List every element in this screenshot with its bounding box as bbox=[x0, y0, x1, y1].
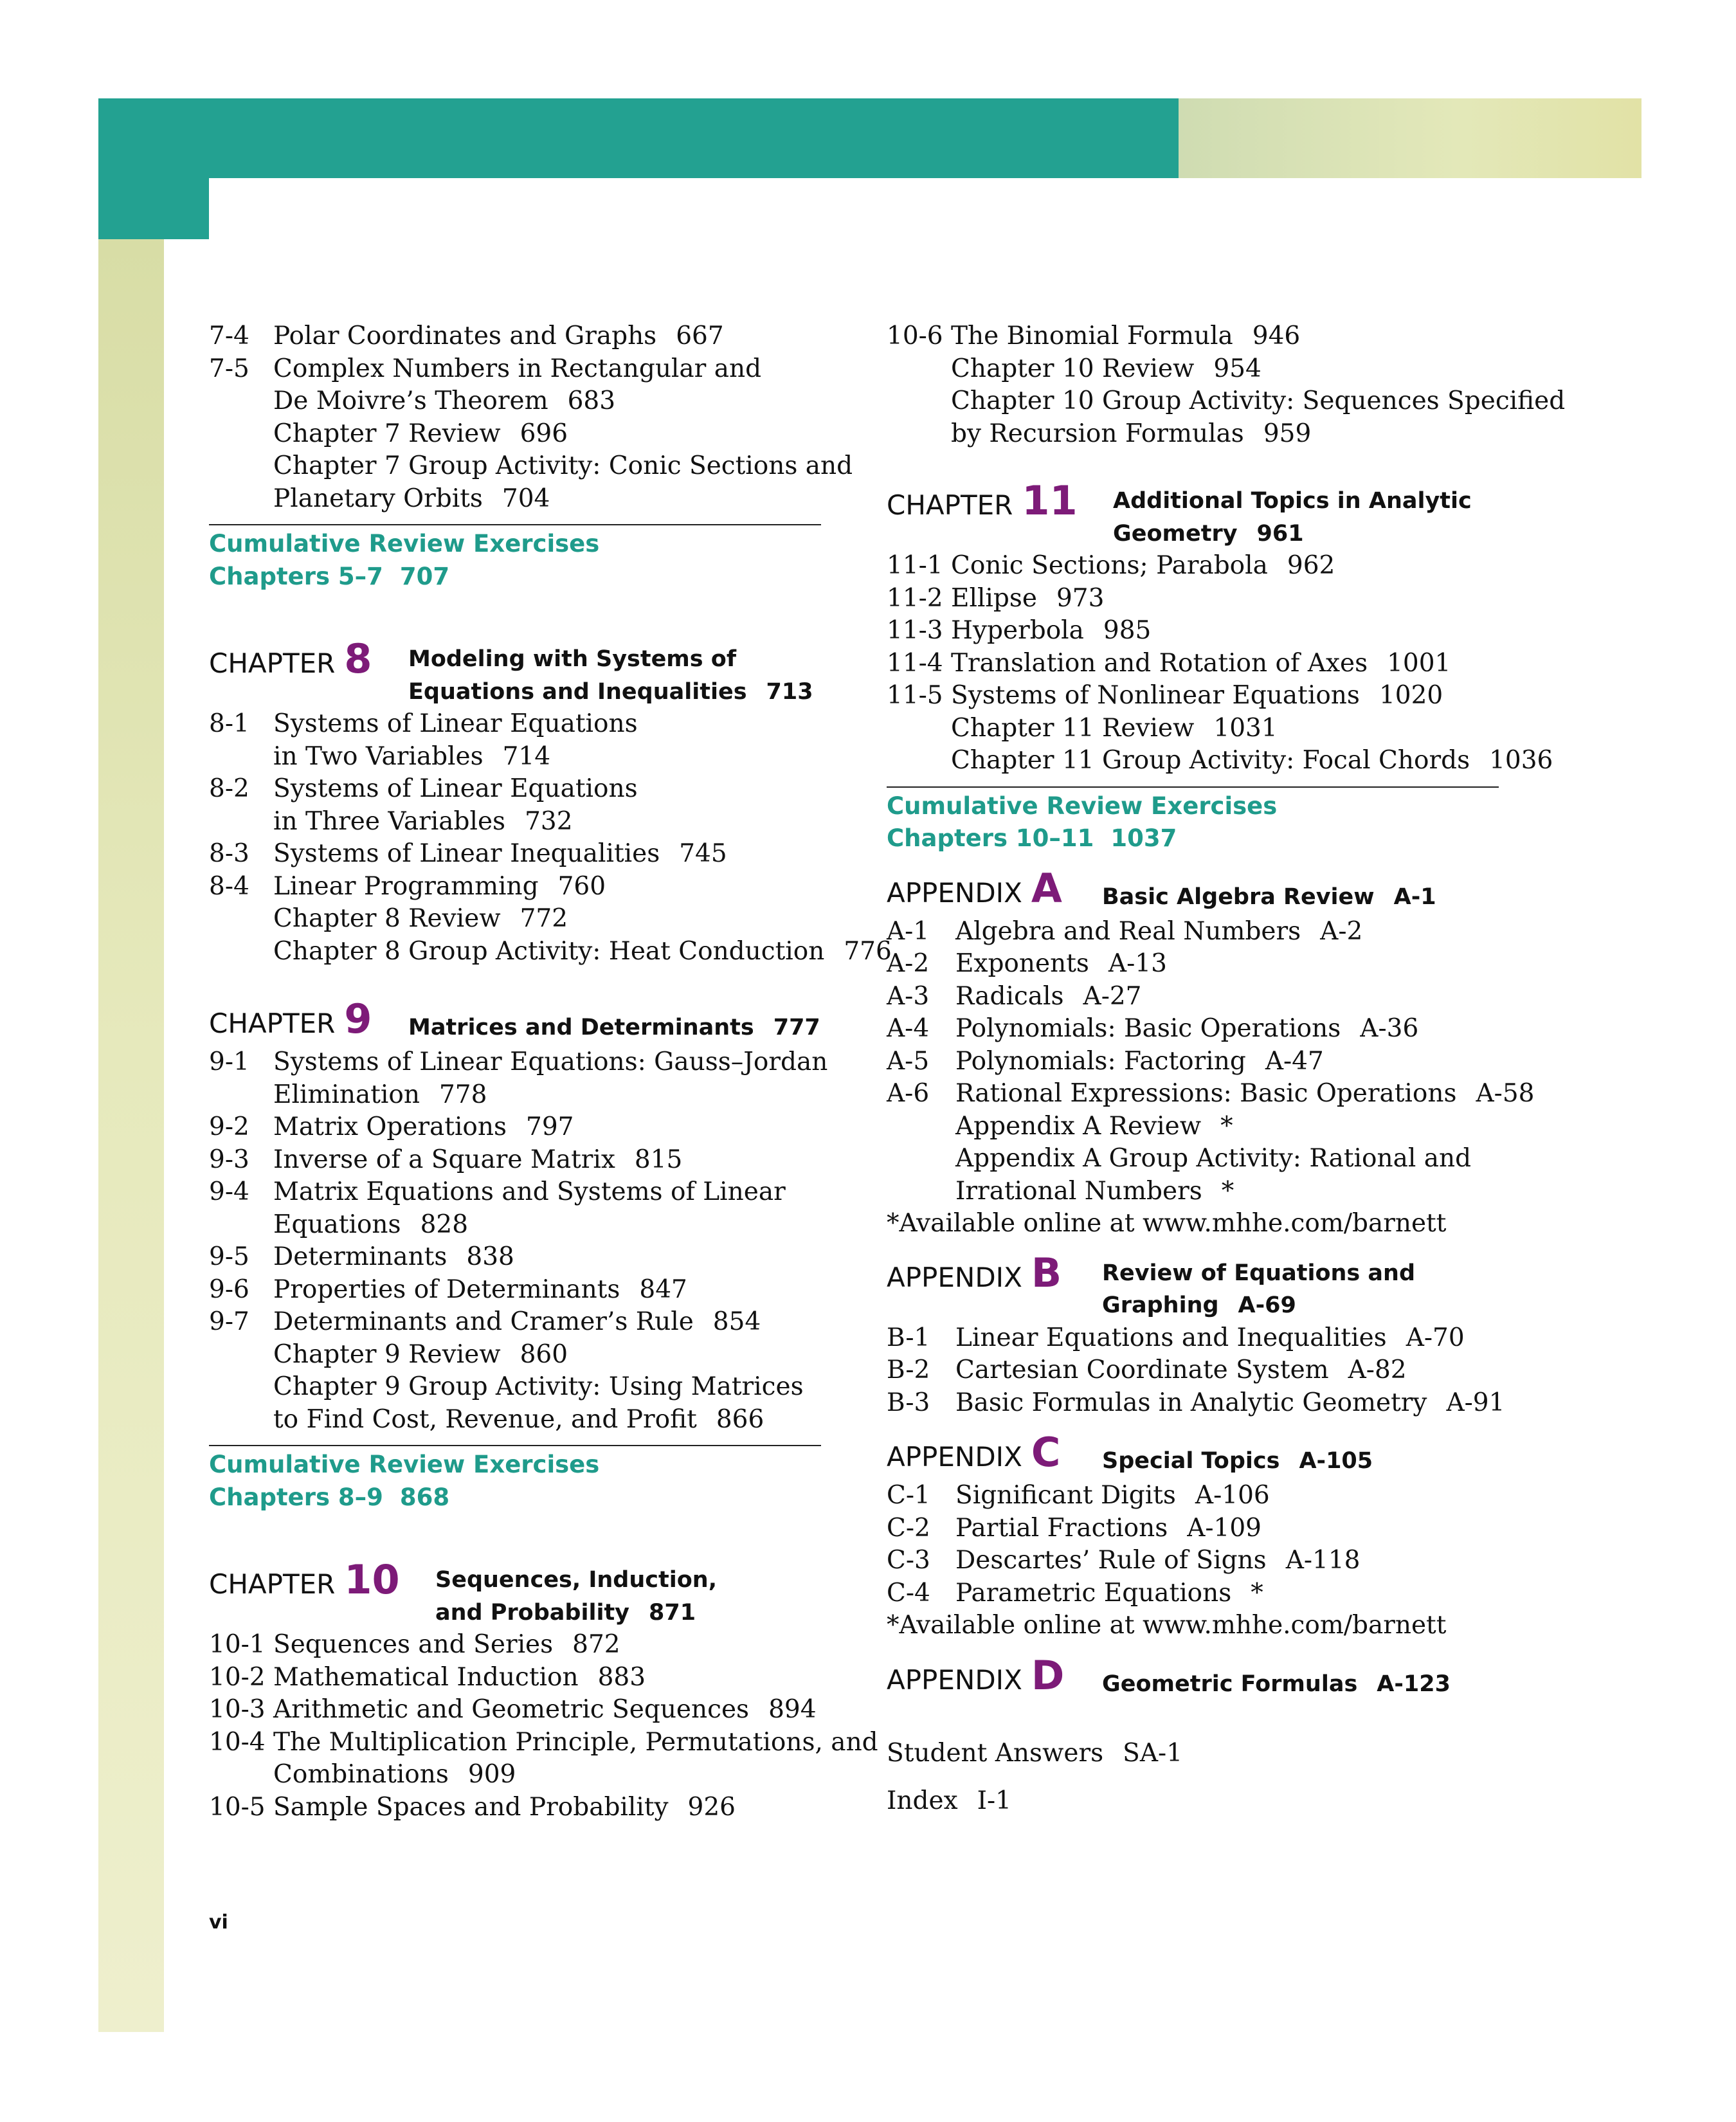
toc-entry bbox=[209, 838, 852, 871]
toc-entry bbox=[209, 353, 852, 386]
section-title: Combinations 909 bbox=[273, 1760, 516, 1789]
side-strip bbox=[98, 239, 164, 2032]
toc-entry bbox=[209, 1371, 852, 1404]
toc-entry bbox=[209, 708, 852, 741]
toc-entry bbox=[887, 1013, 1542, 1046]
section-page: 828 bbox=[420, 1210, 469, 1239]
appendix-page: A-123 bbox=[1377, 1671, 1451, 1697]
toc-entry bbox=[887, 418, 1542, 451]
section-page: 1031 bbox=[1213, 713, 1278, 743]
section-title: in Two Variables 714 bbox=[273, 741, 551, 771]
header-band-teal bbox=[98, 98, 1179, 178]
section-number: 9-6 bbox=[209, 1274, 249, 1304]
appendixA-heading bbox=[887, 864, 1542, 916]
section-rule bbox=[209, 524, 821, 525]
toc-entry bbox=[887, 1354, 1542, 1387]
section-title: Radicals A-27 bbox=[955, 981, 1142, 1011]
toc-entry bbox=[209, 1759, 852, 1791]
toc-entry bbox=[887, 948, 1542, 981]
section-title: to Find Cost, Revenue, and Profit 866 bbox=[273, 1404, 764, 1434]
section-title: Chapter 10 Group Activity: Sequences Specified bbox=[951, 386, 1566, 415]
section-page: 894 bbox=[768, 1695, 817, 1724]
entry-page: SA-1 bbox=[1123, 1738, 1183, 1768]
section-number: A-3 bbox=[887, 981, 930, 1011]
section-title: Elimination 778 bbox=[273, 1080, 487, 1109]
section-page: 797 bbox=[526, 1112, 574, 1141]
section-title: Significant Digits A-106 bbox=[955, 1481, 1270, 1510]
section-page: 838 bbox=[466, 1242, 514, 1271]
section-number: 10-1 bbox=[209, 1630, 266, 1659]
toc-entry bbox=[887, 1545, 1542, 1577]
section-number: C-3 bbox=[887, 1546, 930, 1575]
section-title: Planetary Orbits 704 bbox=[273, 484, 550, 513]
section-title: Appendix A Review * bbox=[955, 1111, 1233, 1141]
section-title: Determinants 838 bbox=[273, 1242, 514, 1271]
section-title: Algebra and Real Numbers A-2 bbox=[955, 916, 1363, 946]
section-title: Systems of Linear Equations bbox=[273, 774, 638, 803]
section-title: Matrix Operations 797 bbox=[273, 1112, 574, 1141]
chapter-page: 713 bbox=[766, 678, 813, 705]
section-number: 11-2 bbox=[887, 583, 943, 613]
section-number: C-4 bbox=[887, 1578, 930, 1608]
toc-entry bbox=[209, 1176, 852, 1209]
section-page: 776 bbox=[844, 936, 892, 966]
section-title: Systems of Nonlinear Equations 1020 bbox=[951, 681, 1443, 710]
appendixC-heading bbox=[887, 1429, 1542, 1480]
toc-entry bbox=[209, 806, 852, 839]
chapter9-list bbox=[209, 1046, 852, 1436]
section-number: 11-3 bbox=[887, 616, 943, 645]
section-title: Conic Sections; Parabola 962 bbox=[951, 551, 1335, 580]
section-title: Exponents A-13 bbox=[955, 949, 1167, 978]
section-page: A-47 bbox=[1265, 1046, 1324, 1076]
toc-entry bbox=[209, 1629, 852, 1662]
section-page: 1036 bbox=[1489, 746, 1553, 775]
toc-entry bbox=[209, 741, 852, 774]
appendixB-heading bbox=[887, 1249, 1542, 1322]
appendix-page: A-69 bbox=[1238, 1292, 1296, 1318]
toc-entry bbox=[887, 385, 1566, 418]
section-page: A-109 bbox=[1187, 1513, 1261, 1543]
section-number: B-1 bbox=[887, 1323, 930, 1352]
appendix-keyword: APPENDIX B bbox=[887, 1249, 1062, 1296]
toc-entry bbox=[209, 1694, 852, 1727]
section-page: 667 bbox=[676, 322, 724, 350]
section-title: Systems of Linear Equations: Gauss–Jordan bbox=[273, 1047, 828, 1076]
section-title: Chapter 11 Review 1031 bbox=[951, 713, 1278, 743]
section-number: 10-4 bbox=[209, 1727, 266, 1757]
section-title: Arithmetic and Geometric Sequences 894 bbox=[273, 1695, 817, 1724]
section-number: 11-5 bbox=[887, 681, 943, 710]
appendix-title: Review of Equations and Graphing A-69 bbox=[1102, 1260, 1416, 1318]
section-title: Polynomials: Basic Operations A-36 bbox=[955, 1014, 1419, 1043]
section-title: The Multiplication Principle, Permutations, and bbox=[273, 1727, 878, 1757]
section-number: 9-2 bbox=[209, 1112, 249, 1141]
section-number: 10-5 bbox=[209, 1792, 266, 1822]
section-title: Sequences and Series 872 bbox=[273, 1630, 620, 1659]
section-page: 946 bbox=[1252, 322, 1301, 350]
cumulative-chapters: Chapters 8–9 bbox=[209, 1483, 383, 1511]
header-band-gradient bbox=[1179, 98, 1641, 178]
chapter-page: 961 bbox=[1256, 520, 1304, 547]
appendix-keyword: APPENDIX D bbox=[887, 1651, 1065, 1699]
cumulative-page: 1037 bbox=[1110, 824, 1177, 852]
section-page: 696 bbox=[520, 419, 568, 448]
appendix-letter: C bbox=[1031, 1429, 1061, 1476]
section-number: 8-1 bbox=[209, 709, 249, 738]
toc-entry bbox=[887, 550, 1542, 583]
section-number: 8-4 bbox=[209, 871, 249, 901]
cumulative-review-heading bbox=[209, 528, 852, 561]
cumulative-review-label: Cumulative Review Exercises bbox=[887, 792, 1278, 820]
toc-entry bbox=[209, 418, 852, 451]
cumulative-page: 707 bbox=[399, 562, 450, 590]
chapter-number: 8 bbox=[344, 635, 372, 682]
toc-entry bbox=[887, 680, 1542, 712]
online-note: *Available online at www.mhhe.com/barnett bbox=[887, 1209, 1447, 1238]
toc-entry bbox=[887, 320, 1542, 353]
toc-entry bbox=[209, 1791, 852, 1824]
section-title: Cartesian Coordinate System A-82 bbox=[955, 1356, 1407, 1384]
chapter-title: Modeling with Systems of Equations and Inequalities 713 bbox=[408, 646, 813, 705]
cumulative-chapters: Chapters 10–11 bbox=[887, 824, 1094, 852]
section-page: A-82 bbox=[1348, 1356, 1407, 1384]
chapter-number: 11 bbox=[1022, 477, 1078, 524]
chapter11-heading bbox=[887, 477, 1542, 550]
section-title: Complex Numbers in Rectangular and bbox=[273, 354, 762, 383]
section-title: Ellipse 973 bbox=[951, 583, 1105, 613]
toc-entry bbox=[887, 981, 1542, 1013]
toc-entry bbox=[209, 483, 852, 516]
cumulative-review-chapters bbox=[887, 822, 1542, 855]
section-title: Polynomials: Factoring A-47 bbox=[955, 1046, 1324, 1076]
chapter-number: 10 bbox=[344, 1556, 400, 1603]
section-title: Polar Coordinates and Graphs 667 bbox=[273, 322, 724, 350]
cumulative-review-chapters bbox=[209, 561, 852, 594]
toc-entry bbox=[887, 745, 1553, 777]
section-title: The Binomial Formula 946 bbox=[951, 322, 1301, 350]
toc-entry bbox=[887, 1480, 1542, 1512]
chapter-page: 777 bbox=[773, 1015, 820, 1040]
section-rule bbox=[209, 1445, 821, 1446]
chapter-page: 871 bbox=[649, 1599, 696, 1626]
section-number: B-2 bbox=[887, 1356, 930, 1384]
appendix-page: A-1 bbox=[1393, 884, 1436, 910]
section-title: in Three Variables 732 bbox=[273, 806, 573, 836]
section-page: 683 bbox=[567, 386, 616, 415]
appendixB-list bbox=[887, 1322, 1542, 1420]
section-page: 985 bbox=[1103, 616, 1152, 645]
section-number: A-6 bbox=[887, 1079, 930, 1108]
toc-entry bbox=[887, 1577, 1542, 1610]
section-page: 714 bbox=[502, 741, 551, 771]
section-number: A-1 bbox=[887, 916, 930, 946]
cumulative-review-label: Cumulative Review Exercises bbox=[209, 530, 600, 558]
section-number: 10-2 bbox=[209, 1662, 266, 1692]
toc-entry bbox=[209, 936, 892, 968]
section-rule bbox=[887, 786, 1499, 788]
section-number: 9-7 bbox=[209, 1307, 249, 1336]
toc-entry bbox=[887, 615, 1542, 648]
toc-entry bbox=[209, 385, 852, 418]
appendix-letter: B bbox=[1031, 1249, 1062, 1296]
section-page: 847 bbox=[639, 1274, 687, 1304]
section-number: 7-5 bbox=[209, 354, 249, 383]
section-page: A-13 bbox=[1108, 949, 1167, 978]
toc-entry bbox=[209, 320, 852, 353]
toc-entry bbox=[887, 1175, 1542, 1208]
section-page: A-58 bbox=[1476, 1079, 1535, 1108]
section-title: Chapter 7 Review 696 bbox=[273, 419, 568, 448]
section-page: A-70 bbox=[1406, 1323, 1465, 1352]
section-title: by Recursion Formulas 959 bbox=[951, 419, 1312, 448]
section-page: 854 bbox=[712, 1307, 761, 1336]
toc-entry bbox=[209, 871, 852, 903]
section-title: Chapter 9 Group Activity: Using Matrices bbox=[273, 1372, 804, 1401]
section-number: 8-3 bbox=[209, 839, 249, 868]
section-title: Appendix A Group Activity: Rational and bbox=[955, 1144, 1472, 1173]
section-number: A-5 bbox=[887, 1046, 930, 1076]
section-title: Chapter 7 Group Activity: Conic Sections and bbox=[273, 451, 853, 480]
toc-entry bbox=[887, 1143, 1542, 1175]
chapter-keyword: CHAPTER 9 bbox=[209, 995, 372, 1042]
index-entry: Index I-1 bbox=[887, 1786, 1011, 1815]
section-number: 9-5 bbox=[209, 1242, 249, 1271]
page-folio: vi bbox=[209, 1911, 228, 1934]
toc-entry bbox=[209, 1404, 852, 1437]
section-title: Determinants and Cramer’s Rule 854 bbox=[273, 1307, 761, 1336]
cumulative-chapters: Chapters 5–7 bbox=[209, 562, 383, 590]
section-number: 8-2 bbox=[209, 774, 249, 803]
toc-entry bbox=[209, 1079, 852, 1112]
section-page: * bbox=[1220, 1111, 1233, 1141]
chapter-title: Matrices and Determinants 777 bbox=[408, 1015, 820, 1040]
section-title: Matrix Equations and Systems of Linear bbox=[273, 1177, 786, 1206]
section-number: 7-4 bbox=[209, 322, 249, 350]
section-number: C-1 bbox=[887, 1481, 930, 1510]
section-title: Parametric Equations * bbox=[955, 1578, 1263, 1608]
appendixD-heading bbox=[887, 1651, 1542, 1703]
section-title: Linear Equations and Inequalities A-70 bbox=[955, 1323, 1465, 1352]
section-page: 954 bbox=[1213, 354, 1261, 383]
appendixA-list bbox=[887, 916, 1542, 1208]
toc-entry bbox=[209, 1662, 852, 1694]
chapter-title: Sequences, Induction, and Probability 871 bbox=[435, 1567, 718, 1626]
cumulative-review-heading bbox=[887, 790, 1542, 823]
section-number: A-4 bbox=[887, 1014, 930, 1043]
toc-entry bbox=[887, 712, 1542, 745]
entry-page: I-1 bbox=[977, 1786, 1011, 1815]
toc-entry bbox=[209, 1727, 878, 1759]
section-title: Inverse of a Square Matrix 815 bbox=[273, 1145, 683, 1174]
section-number: 10-3 bbox=[209, 1695, 266, 1724]
appendix-title: Basic Algebra Review A-1 bbox=[1102, 884, 1436, 910]
section-title: Systems of Linear Equations bbox=[273, 709, 638, 738]
cumulative-review-chapters bbox=[209, 1482, 852, 1514]
toc-right-column bbox=[887, 320, 1566, 1818]
toc-entry bbox=[209, 450, 852, 483]
section-title: Irrational Numbers * bbox=[955, 1176, 1234, 1206]
section-page: A-106 bbox=[1195, 1481, 1270, 1510]
section-number: 10-6 bbox=[887, 322, 943, 350]
section-page: A-27 bbox=[1083, 981, 1142, 1011]
section-number: 9-4 bbox=[209, 1177, 249, 1206]
toc-entry bbox=[887, 916, 1542, 948]
section-number: A-2 bbox=[887, 949, 930, 978]
chapter9-heading bbox=[209, 995, 852, 1046]
section-title: Translation and Rotation of Axes 1001 bbox=[951, 648, 1451, 678]
section-page: 926 bbox=[687, 1792, 736, 1822]
section-title: Systems of Linear Inequalities 745 bbox=[273, 839, 727, 868]
toc-left-column bbox=[209, 320, 892, 1824]
section-page: 732 bbox=[525, 806, 573, 836]
toc-entry bbox=[209, 1274, 852, 1307]
section-page: 860 bbox=[520, 1339, 568, 1369]
section-page: 1020 bbox=[1379, 681, 1443, 710]
section-title: Partial Fractions A-109 bbox=[955, 1513, 1261, 1543]
header-band-corner bbox=[209, 178, 260, 230]
chapter10-list bbox=[209, 1629, 878, 1824]
toc-entry bbox=[209, 773, 852, 806]
appendix-letter: A bbox=[1031, 864, 1062, 912]
section-page: 778 bbox=[439, 1080, 487, 1109]
toc-entry bbox=[887, 583, 1542, 615]
appendix-keyword: APPENDIX A bbox=[887, 864, 1062, 912]
toc-entry bbox=[887, 353, 1542, 386]
student-answers-entry: Student Answers SA-1 bbox=[887, 1738, 1183, 1768]
chapter-keyword: CHAPTER 10 bbox=[209, 1556, 400, 1603]
section-page: A-2 bbox=[1320, 916, 1363, 946]
cumulative-review-heading bbox=[209, 1449, 852, 1482]
toc-entry bbox=[209, 1046, 852, 1079]
chapter11-list bbox=[887, 550, 1553, 777]
section-title: Sample Spaces and Probability 926 bbox=[273, 1792, 736, 1822]
section-number: 9-3 bbox=[209, 1145, 249, 1174]
section-number: B-3 bbox=[887, 1388, 930, 1417]
toc-entry bbox=[887, 1111, 1542, 1143]
section-title: Descartes’ Rule of Signs A-118 bbox=[955, 1546, 1361, 1575]
chapter-keyword: CHAPTER 11 bbox=[887, 477, 1078, 524]
chapter8-list bbox=[209, 708, 892, 968]
section-page: 883 bbox=[597, 1662, 646, 1692]
section-number: 11-4 bbox=[887, 648, 943, 678]
toc-entry bbox=[887, 648, 1542, 680]
online-note: *Available online at www.mhhe.com/barnett bbox=[887, 1611, 1447, 1640]
appendix-title: Special Topics A-105 bbox=[1102, 1448, 1373, 1474]
section-title: Chapter 10 Review 954 bbox=[951, 354, 1261, 383]
section-page: 872 bbox=[572, 1630, 620, 1659]
chapter10-heading bbox=[209, 1556, 852, 1629]
section-page: 909 bbox=[467, 1760, 516, 1789]
section-page: 760 bbox=[557, 871, 606, 901]
toc-entry bbox=[209, 903, 852, 936]
toc-entry bbox=[209, 1144, 852, 1177]
section-number: 9-1 bbox=[209, 1047, 249, 1076]
section-page: 866 bbox=[716, 1404, 764, 1434]
section-title: Hyperbola 985 bbox=[951, 616, 1152, 645]
toc-entry bbox=[209, 1111, 852, 1144]
section-number: 11-1 bbox=[887, 551, 943, 580]
appendix-title: Geometric Formulas A-123 bbox=[1102, 1671, 1451, 1697]
section-page: 745 bbox=[679, 839, 727, 868]
toc-entry bbox=[209, 1209, 852, 1242]
section-page: * bbox=[1221, 1176, 1234, 1206]
section-page: 1001 bbox=[1387, 648, 1451, 678]
section-page: 959 bbox=[1263, 419, 1312, 448]
appendix-page: A-105 bbox=[1299, 1448, 1373, 1474]
section-title: Basic Formulas in Analytic Geometry A-91 bbox=[955, 1388, 1505, 1417]
chapter8-heading bbox=[209, 635, 852, 708]
section-title: Linear Programming 760 bbox=[273, 871, 606, 901]
section-page: * bbox=[1251, 1578, 1263, 1608]
section-title: Chapter 11 Group Activity: Focal Chords 1036 bbox=[951, 746, 1553, 775]
toc-entry bbox=[209, 1241, 852, 1274]
chapter7-tail-list bbox=[209, 320, 852, 515]
section-page: 973 bbox=[1056, 583, 1105, 613]
toc-entry bbox=[887, 1387, 1542, 1420]
section-title: Mathematical Induction 883 bbox=[273, 1662, 646, 1692]
section-page: 815 bbox=[634, 1145, 683, 1174]
chapter10-tail-list bbox=[887, 320, 1566, 450]
toc-entry bbox=[887, 1046, 1542, 1078]
toc-entry bbox=[887, 1078, 1542, 1111]
appendixC-list bbox=[887, 1480, 1542, 1610]
header-band-tab bbox=[98, 178, 209, 239]
appendix-letter: D bbox=[1031, 1651, 1065, 1699]
chapter-title: Additional Topics in Analytic Geometry 961 bbox=[1113, 488, 1472, 547]
toc-entry bbox=[887, 1512, 1542, 1545]
section-page: 962 bbox=[1287, 551, 1335, 580]
toc-entry bbox=[209, 1306, 852, 1339]
section-title: Equations 828 bbox=[273, 1210, 469, 1239]
section-page: A-36 bbox=[1360, 1014, 1419, 1043]
cumulative-review-label: Cumulative Review Exercises bbox=[209, 1451, 600, 1478]
cumulative-page: 868 bbox=[399, 1483, 450, 1511]
section-number: C-2 bbox=[887, 1513, 930, 1543]
section-title: Properties of Determinants 847 bbox=[273, 1274, 687, 1304]
section-title: De Moivre’s Theorem 683 bbox=[273, 386, 616, 415]
section-page: A-118 bbox=[1285, 1546, 1361, 1575]
section-title: Chapter 8 Group Activity: Heat Conduction 776 bbox=[273, 936, 892, 966]
appendix-keyword: APPENDIX C bbox=[887, 1429, 1061, 1476]
section-page: A-91 bbox=[1446, 1388, 1505, 1417]
toc-entry bbox=[209, 1339, 852, 1372]
chapter-keyword: CHAPTER 8 bbox=[209, 635, 372, 682]
section-title: Chapter 8 Review 772 bbox=[273, 904, 568, 933]
section-title: Chapter 9 Review 860 bbox=[273, 1339, 568, 1369]
section-page: 704 bbox=[502, 484, 550, 513]
chapter-number: 9 bbox=[344, 995, 372, 1042]
toc-entry bbox=[887, 1322, 1542, 1355]
section-page: 772 bbox=[520, 904, 568, 933]
section-title: Rational Expressions: Basic Operations A-58 bbox=[955, 1079, 1535, 1108]
